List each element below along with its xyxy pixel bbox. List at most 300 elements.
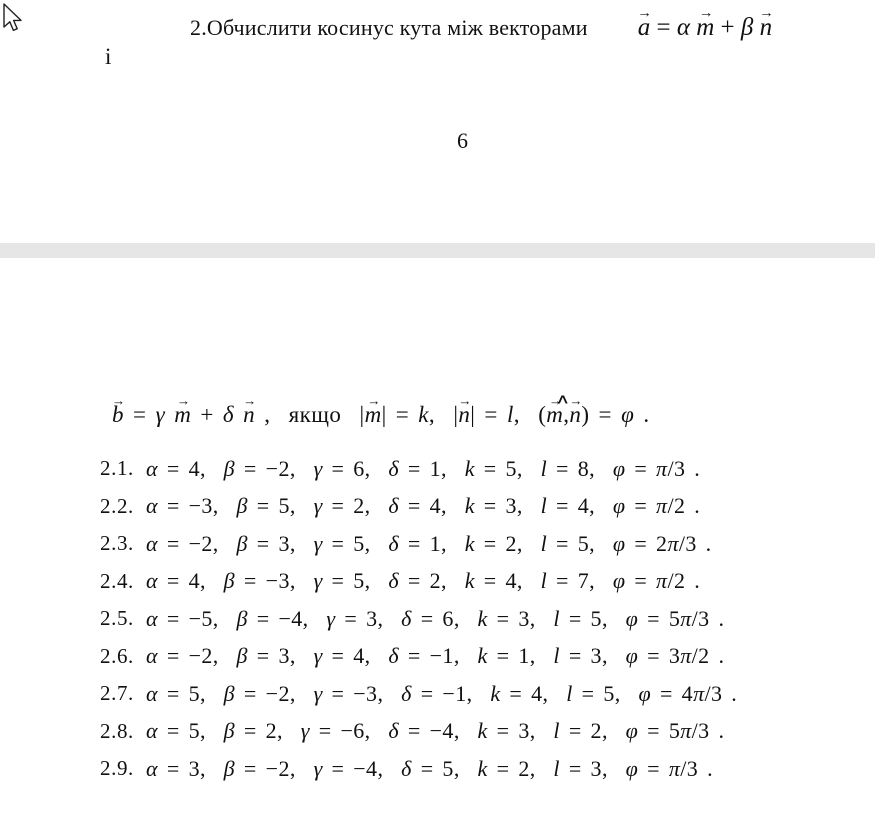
intro-formula <box>112 392 650 428</box>
param-value: 3 <box>518 605 530 631</box>
param-value: −4 <box>353 755 378 781</box>
equals-sign: = <box>247 643 279 669</box>
math-token: l <box>506 402 514 427</box>
separator: , <box>364 643 389 669</box>
param-symbol: α <box>146 755 158 781</box>
param-value: π <box>667 530 679 556</box>
separator: , <box>199 455 224 481</box>
param-value: 2 <box>353 493 365 519</box>
param-value: 2 <box>429 568 442 594</box>
equals-sign: = <box>559 718 591 744</box>
problem-number: 2.9. <box>100 756 134 781</box>
param-value: /3 <box>678 530 697 556</box>
equals-sign: = <box>322 568 354 594</box>
equals-sign: = <box>322 643 354 669</box>
math-token: , <box>563 402 570 427</box>
param-value: /2 <box>667 493 686 519</box>
param-symbol: γ <box>313 493 323 519</box>
param-value: 5 <box>188 718 200 744</box>
equals-sign: = <box>559 605 591 631</box>
math-token: = <box>589 402 622 427</box>
param-symbol: β <box>223 718 236 744</box>
equals-sign: = <box>638 718 669 744</box>
separator: , <box>199 568 224 594</box>
separator: , <box>364 568 389 594</box>
math-token <box>165 402 174 427</box>
equals-sign: = <box>559 755 591 781</box>
equals-sign: = <box>487 605 519 631</box>
param-symbol: k <box>477 755 488 781</box>
param-value: 3 <box>505 493 517 519</box>
param-symbol: β <box>236 605 248 631</box>
param-value: 1 <box>518 643 530 669</box>
equals-sign: = <box>411 755 443 781</box>
param-value: 7 <box>577 568 590 594</box>
problems-list <box>100 450 737 788</box>
problem-row <box>100 600 737 638</box>
separator: , <box>277 718 301 744</box>
math-token: | <box>381 402 387 427</box>
math-token <box>234 402 243 427</box>
equals-sign: = <box>559 643 591 669</box>
equals-sign: = <box>247 605 279 631</box>
vector-symbol: n → <box>569 402 581 428</box>
vector-symbol: m → <box>365 402 382 428</box>
param-symbol: l <box>553 605 560 631</box>
period: . <box>709 718 725 744</box>
param-value: 5 <box>353 530 365 556</box>
math-token: δ <box>222 402 234 427</box>
param-symbol: α <box>146 680 158 706</box>
problem-formula <box>146 606 724 632</box>
param-symbol: β <box>223 568 236 594</box>
separator: , <box>589 530 613 556</box>
param-value: −4 <box>278 605 303 631</box>
period: . <box>685 455 701 481</box>
equals-sign: = <box>638 643 669 669</box>
equals-sign: = <box>157 718 189 744</box>
problem-row <box>100 450 737 488</box>
param-value: 4 <box>188 455 200 481</box>
vector-symbol: m → <box>174 402 191 428</box>
param-symbol: k <box>464 455 475 481</box>
param-value: 2 <box>518 755 530 781</box>
separator: , <box>289 643 314 669</box>
param-value: /2 <box>667 568 686 594</box>
param-value: π <box>656 493 668 519</box>
equals-sign: = <box>572 680 604 706</box>
heading-text: 2.Обчислити косинус кута між векторами <box>190 15 588 40</box>
param-symbol: β <box>236 643 248 669</box>
separator: , <box>364 455 389 481</box>
param-value: −3 <box>188 493 213 519</box>
param-symbol: φ <box>625 643 639 669</box>
mouse-cursor-icon <box>1 2 25 34</box>
equals-sign: = <box>247 530 279 556</box>
param-symbol: δ <box>401 680 412 706</box>
separator: , <box>199 718 224 744</box>
equals-sign: = <box>157 493 189 519</box>
separator: , <box>453 718 478 744</box>
equals-sign: = <box>399 718 430 744</box>
equals-sign: = <box>487 643 519 669</box>
param-symbol: α <box>146 568 158 594</box>
vector-symbol: a → <box>638 14 651 42</box>
equals-sign: = <box>322 530 354 556</box>
param-value: π <box>680 718 692 744</box>
param-symbol: k <box>477 718 488 744</box>
math-token: β <box>740 14 754 41</box>
equals-sign: = <box>235 455 266 481</box>
problem-row <box>100 638 737 676</box>
param-symbol: k <box>464 493 475 519</box>
equals-sign: = <box>500 680 532 706</box>
separator: , <box>212 605 237 631</box>
param-value: π <box>656 455 668 481</box>
param-value: −5 <box>188 605 213 631</box>
vector-symbol: n → <box>458 402 470 428</box>
param-symbol: γ <box>300 718 310 744</box>
equals-sign: = <box>547 568 578 594</box>
param-symbol: β <box>223 680 236 706</box>
separator: , <box>542 680 567 706</box>
param-value: 5 <box>442 755 454 781</box>
param-value: /2 <box>691 643 710 669</box>
problem-number: 2.3. <box>100 531 134 556</box>
param-symbol: k <box>464 568 475 594</box>
problem-formula <box>146 493 700 519</box>
equals-sign: = <box>157 755 189 781</box>
equals-sign: = <box>625 493 657 519</box>
problem-formula <box>146 718 724 744</box>
period: . <box>696 530 712 556</box>
param-value: /3 <box>691 605 710 631</box>
separator: , <box>601 643 626 669</box>
param-value: 4 <box>429 493 442 519</box>
math-token: k <box>418 402 429 427</box>
separator: , <box>441 568 465 594</box>
separator: , <box>453 643 478 669</box>
equals-sign: = <box>487 718 519 744</box>
period: . <box>722 680 738 706</box>
param-symbol: φ <box>612 568 626 594</box>
continuation-word: і <box>105 44 112 69</box>
separator: , <box>199 755 224 781</box>
problem-row <box>100 713 737 751</box>
param-symbol: l <box>540 568 548 594</box>
separator: , <box>212 530 237 556</box>
param-symbol: φ <box>612 530 626 556</box>
equals-sign: = <box>399 568 430 594</box>
page-number: 6 <box>457 128 468 153</box>
math-token: = <box>386 402 419 427</box>
problem-row <box>100 525 737 563</box>
problem-formula <box>146 568 700 594</box>
param-value: 5 <box>603 680 615 706</box>
param-symbol: k <box>464 530 475 556</box>
math-token: якщо <box>288 402 342 427</box>
param-symbol: δ <box>388 568 399 594</box>
separator: , <box>516 493 541 519</box>
param-symbol: l <box>553 643 560 669</box>
separator: , <box>589 493 613 519</box>
separator: , <box>516 455 541 481</box>
param-value: −2 <box>188 530 213 556</box>
param-symbol: k <box>477 643 488 669</box>
equals-sign: = <box>651 680 682 706</box>
equals-sign: = <box>335 605 367 631</box>
heading-formula <box>638 14 772 42</box>
equals-sign: = <box>235 568 266 594</box>
param-value: −6 <box>340 718 365 744</box>
math-token: = <box>475 402 507 427</box>
param-value: −2 <box>188 643 213 669</box>
separator: , <box>364 718 389 744</box>
math-token <box>341 402 359 427</box>
equals-sign: = <box>474 493 506 519</box>
equals-sign: = <box>399 493 430 519</box>
param-value: 2 <box>505 530 517 556</box>
separator: , <box>377 755 402 781</box>
separator: , <box>453 755 478 781</box>
param-symbol: l <box>553 755 560 781</box>
param-value: −2 <box>265 455 290 481</box>
problem-formula <box>146 681 737 707</box>
param-symbol: β <box>236 530 248 556</box>
param-symbol: δ <box>388 455 399 481</box>
problem-formula <box>146 756 713 782</box>
param-value: 4 <box>353 643 365 669</box>
param-value: −2 <box>265 680 290 706</box>
separator: , <box>212 493 237 519</box>
param-symbol: l <box>540 530 548 556</box>
param-value: 4 <box>681 680 694 706</box>
param-value: −1 <box>429 643 454 669</box>
separator: , <box>212 643 237 669</box>
param-value: 4 <box>577 493 590 519</box>
separator: , <box>289 530 314 556</box>
separator: , <box>601 755 626 781</box>
separator: , <box>364 493 389 519</box>
param-symbol: δ <box>401 605 412 631</box>
param-value: π <box>693 680 705 706</box>
param-value: −1 <box>442 680 467 706</box>
separator: , <box>614 680 639 706</box>
equals-sign: = <box>322 493 354 519</box>
param-value: 5 <box>353 568 365 594</box>
vector-symbol: b → <box>112 402 124 428</box>
param-symbol: γ <box>313 568 323 594</box>
param-symbol: k <box>477 605 488 631</box>
param-symbol: β <box>223 455 236 481</box>
math-token: + <box>714 14 741 41</box>
param-symbol: β <box>223 755 236 781</box>
math-token: α <box>676 14 690 41</box>
equals-sign: = <box>157 530 189 556</box>
param-value: −4 <box>429 718 454 744</box>
equals-sign: = <box>487 755 519 781</box>
equals-sign: = <box>399 643 430 669</box>
param-value: 3 <box>278 643 290 669</box>
heading-row <box>190 14 772 42</box>
math-token: , <box>513 402 539 427</box>
param-symbol: l <box>540 455 548 481</box>
param-value: 6 <box>353 455 365 481</box>
equals-sign: = <box>625 455 657 481</box>
param-value: 5 <box>505 455 517 481</box>
problem-row <box>100 750 737 788</box>
equals-sign: = <box>474 530 506 556</box>
param-value: 2 <box>265 718 278 744</box>
param-value: 5 <box>590 605 602 631</box>
separator: , <box>289 755 314 781</box>
separator: , <box>441 455 465 481</box>
vector-symbol: n → <box>760 14 773 42</box>
math-token: = <box>123 402 156 427</box>
param-value: 3 <box>590 643 602 669</box>
problem-number: 2.6. <box>100 643 134 668</box>
param-symbol: l <box>566 680 573 706</box>
param-value: 3 <box>518 718 530 744</box>
vector-symbol: m → <box>546 402 563 428</box>
separator: , <box>199 680 224 706</box>
param-value: 3 <box>188 755 200 781</box>
equals-sign: = <box>322 755 354 781</box>
param-value: −3 <box>265 568 290 594</box>
equals-sign: = <box>157 568 189 594</box>
param-symbol: φ <box>612 493 626 519</box>
problem-row <box>100 675 737 713</box>
math-token: . <box>634 402 650 427</box>
param-value: 5 <box>577 530 590 556</box>
param-value: 4 <box>505 568 517 594</box>
equals-sign: = <box>157 643 189 669</box>
math-token: | <box>470 402 476 427</box>
math-token: γ <box>155 402 166 427</box>
vector-symbol: m → <box>696 14 714 42</box>
param-value: 4 <box>188 568 200 594</box>
equals-sign: = <box>322 455 354 481</box>
param-symbol: α <box>146 643 158 669</box>
param-value: 1 <box>429 455 442 481</box>
param-symbol: α <box>146 455 158 481</box>
separator: , <box>589 568 613 594</box>
equals-sign: = <box>625 568 657 594</box>
equals-sign: = <box>235 718 266 744</box>
problem-number: 2.2. <box>100 493 134 518</box>
math-token: , <box>428 402 454 427</box>
problem-formula <box>146 643 724 669</box>
period: . <box>698 755 713 781</box>
equals-sign: = <box>638 605 669 631</box>
param-symbol: δ <box>388 643 399 669</box>
param-value: 5 <box>668 718 681 744</box>
period: . <box>709 605 725 631</box>
problem-formula <box>146 456 700 482</box>
problem-formula <box>146 531 712 557</box>
equals-sign: = <box>157 605 189 631</box>
param-value: /3 <box>691 718 710 744</box>
math-token: | <box>453 402 459 427</box>
equals-sign: = <box>309 718 341 744</box>
equals-sign: = <box>399 455 430 481</box>
param-value: 5 <box>188 680 200 706</box>
param-symbol: l <box>540 493 548 519</box>
separator: , <box>441 493 465 519</box>
param-symbol: γ <box>313 643 323 669</box>
separator: , <box>441 530 465 556</box>
equals-sign: = <box>411 680 443 706</box>
param-symbol: α <box>146 530 158 556</box>
equals-sign: = <box>322 680 354 706</box>
period: . <box>685 568 701 594</box>
param-symbol: γ <box>313 455 323 481</box>
separator: , <box>289 493 314 519</box>
math-token: = <box>650 14 677 41</box>
param-value: 3 <box>278 530 290 556</box>
equals-sign: = <box>474 455 506 481</box>
param-symbol: γ <box>313 680 323 706</box>
equals-sign: = <box>157 455 189 481</box>
param-value: 8 <box>577 455 590 481</box>
angle-notation <box>538 392 590 428</box>
equals-sign: = <box>638 755 669 781</box>
equals-sign: = <box>625 530 657 556</box>
hat-mark: ∧ <box>554 392 571 408</box>
param-symbol: α <box>146 605 158 631</box>
equals-sign: = <box>235 755 266 781</box>
param-symbol: l <box>553 718 560 744</box>
param-value: π <box>680 643 692 669</box>
param-value: 2 <box>590 718 602 744</box>
vector-symbol: n → <box>243 402 255 428</box>
problem-number: 2.8. <box>100 718 134 743</box>
separator: , <box>289 455 314 481</box>
problem-number: 2.7. <box>100 681 134 706</box>
param-symbol: α <box>146 718 158 744</box>
param-symbol: δ <box>388 530 399 556</box>
separator: , <box>466 680 491 706</box>
math-token: ) <box>581 402 590 427</box>
param-value: 3 <box>590 755 602 781</box>
math-token: | <box>359 402 365 427</box>
equals-sign: = <box>547 530 578 556</box>
param-symbol: γ <box>313 530 323 556</box>
param-symbol: δ <box>388 718 399 744</box>
param-symbol: φ <box>612 455 626 481</box>
problem-number: 2.5. <box>100 606 134 631</box>
param-symbol: δ <box>388 493 399 519</box>
separator: , <box>289 680 314 706</box>
param-symbol: φ <box>625 605 639 631</box>
param-value: −2 <box>265 755 290 781</box>
equals-sign: = <box>547 493 578 519</box>
separator: , <box>516 530 541 556</box>
separator: , <box>529 755 554 781</box>
param-symbol: α <box>146 493 158 519</box>
separator: , <box>377 605 402 631</box>
param-symbol: δ <box>401 755 412 781</box>
equals-sign: = <box>157 680 189 706</box>
param-value: 6 <box>442 605 454 631</box>
param-value: π <box>656 568 668 594</box>
equals-sign: = <box>399 530 430 556</box>
param-symbol: γ <box>313 755 323 781</box>
separator: , <box>364 530 389 556</box>
separator: , <box>516 568 541 594</box>
problem-row <box>100 488 737 526</box>
problem-number: 2.4. <box>100 568 134 593</box>
